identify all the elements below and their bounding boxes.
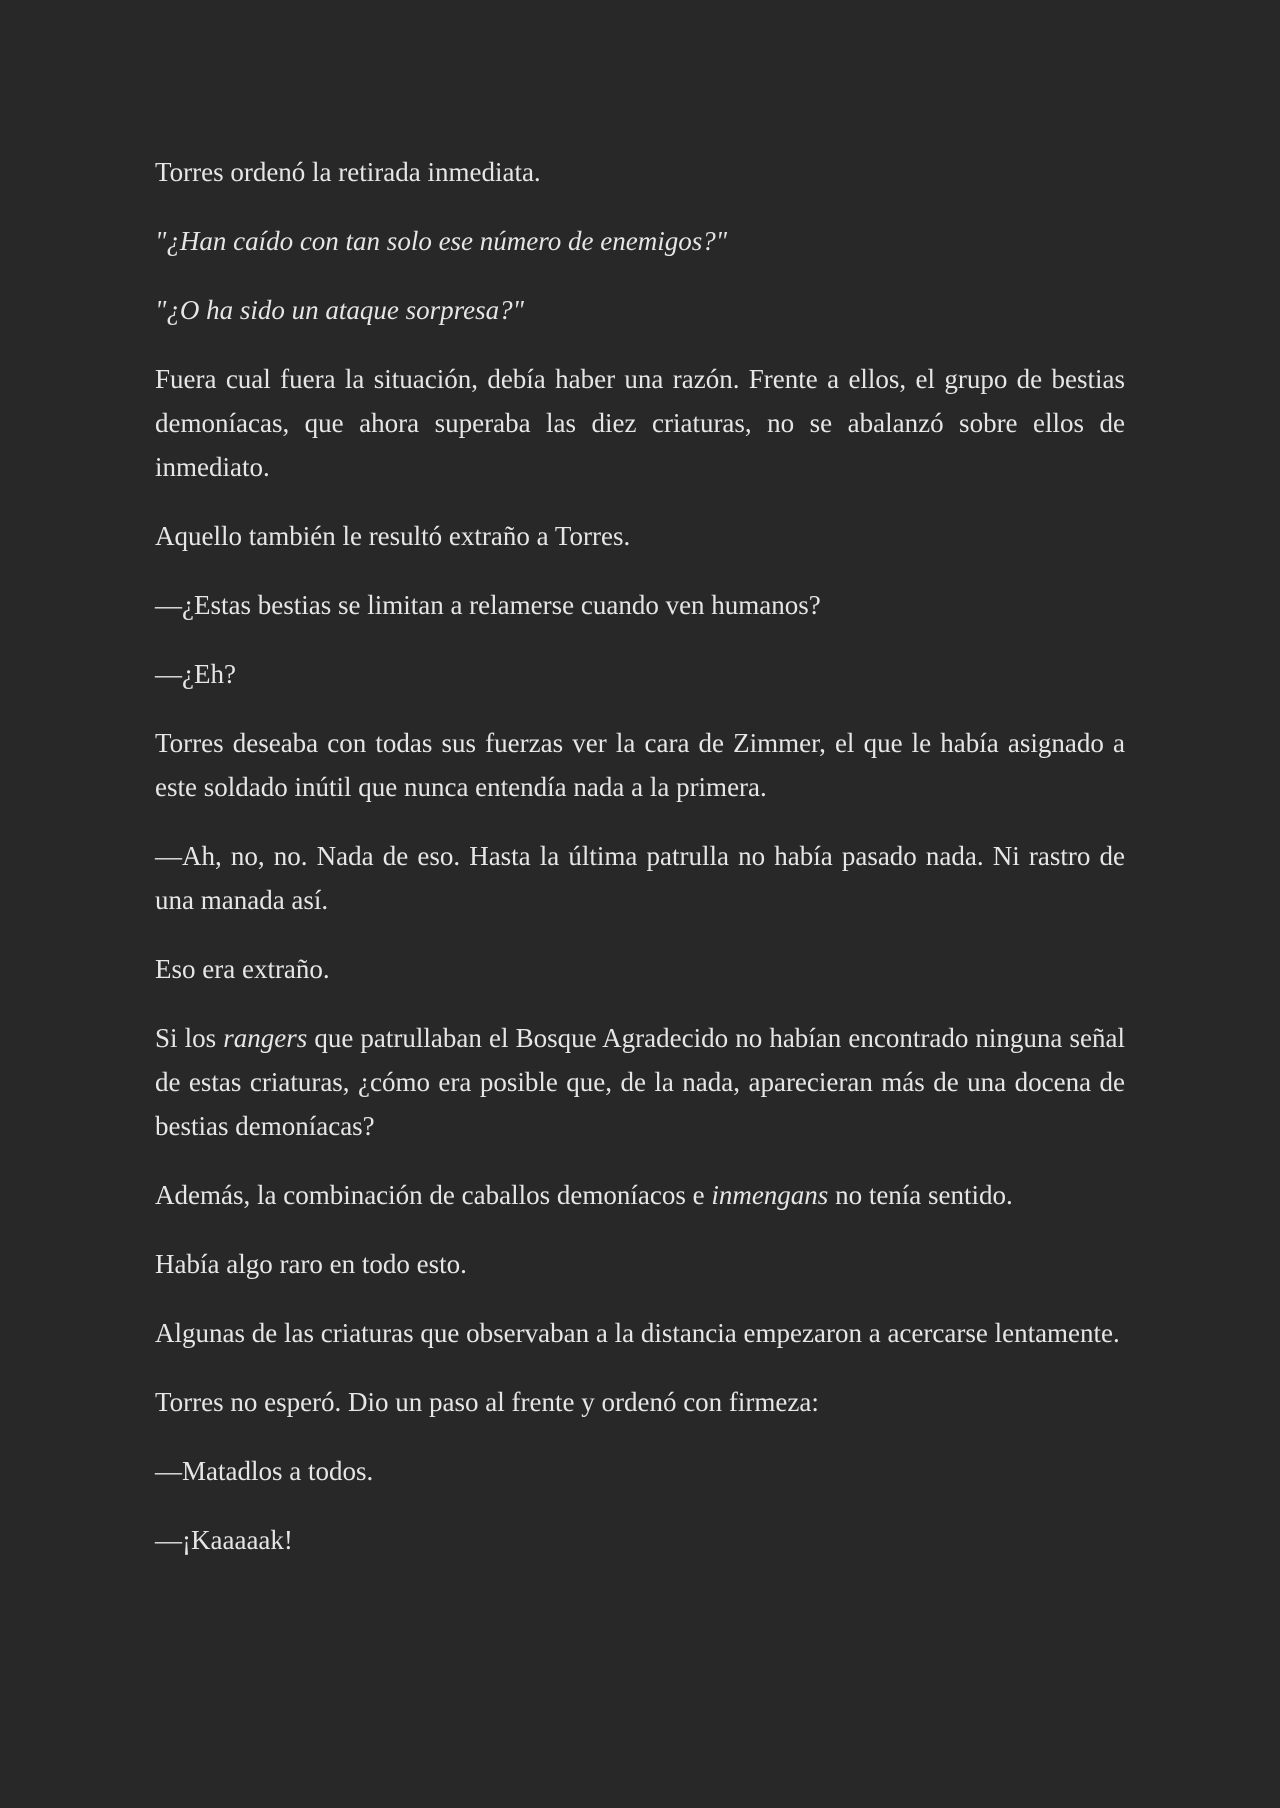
emphasis-text: inmengans [711, 1180, 829, 1210]
dialogue-paragraph: —Matadlos a todos. [155, 1456, 374, 1486]
dialogue-paragraph: —¿Estas bestias se limitan a relamerse cuando ven humanos? [155, 590, 821, 620]
paragraph: Torres no esperó. Dio un paso al frente y ordenó con firmeza: [155, 1387, 819, 1417]
paragraph: Había algo raro en todo esto. [155, 1249, 467, 1279]
paragraph [155, 1016, 1125, 1148]
reading-pane [155, 150, 1125, 1587]
paragraph: Algunas de las criaturas que observaban a la distancia empezaron a acercarse lentamente. [155, 1318, 1120, 1348]
paragraph [155, 1173, 1125, 1217]
paragraph: Fuera cual fuera la situación, debía haber una razón. Frente a ellos, el grupo de bestias demoníacas, que ahora superaba las diez criaturas, no se abalanzó sobre ellos de inmediato. [155, 364, 1125, 482]
text-run: no tenía sentido. [828, 1180, 1013, 1210]
thought-paragraph: "¿Han caído con tan solo ese número de enemigos?" [155, 226, 728, 256]
dialogue-paragraph: —¡Kaaaaak! [155, 1525, 293, 1555]
emphasis-text: rangers [223, 1023, 308, 1053]
paragraph: Aquello también le resultó extraño a Torres. [155, 521, 631, 551]
dialogue-paragraph: —Ah, no, no. Nada de eso. Hasta la última patrulla no había pasado nada. Ni rastro de una manada así. [155, 841, 1125, 915]
text-run: Si los [155, 1023, 224, 1053]
dialogue-paragraph: —¿Eh? [155, 659, 236, 689]
paragraph: Torres deseaba con todas sus fuerzas ver la cara de Zimmer, el que le había asignado a este soldado inútil que nunca entendía nada a la primera. [155, 728, 1125, 802]
thought-paragraph: "¿O ha sido un ataque sorpresa?" [155, 295, 524, 325]
text-run: que patrullaban el Bosque Agradecido no habían encontrado ninguna señal de estas criaturas, ¿cómo era posible que, de la nada, aparecieran más de una docena de bestias demoníacas? [155, 1023, 1125, 1141]
text-run: Además, la combinación de caballos demoníacos e [155, 1180, 712, 1210]
paragraph: Torres ordenó la retirada inmediata. [155, 157, 541, 187]
paragraph: Eso era extraño. [155, 954, 330, 984]
